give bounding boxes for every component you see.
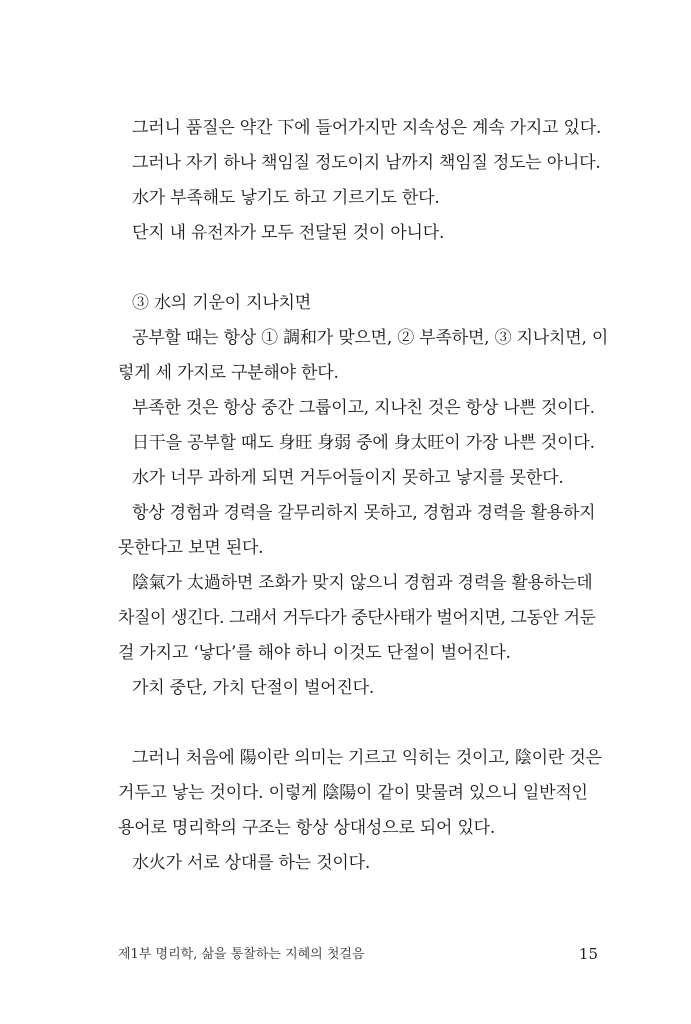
text-line: 부족한 것은 항상 중간 그룹이고, 지나친 것은 항상 나쁜 것이다. (132, 398, 595, 418)
text-line: 거두고 낳는 것이다. 이렇게 陰陽이 같이 맞물려 있으니 일반적인 (118, 783, 588, 803)
section-heading: ③ 水의 기운이 지나치면 (132, 293, 311, 313)
text-line: 렇게 세 가지로 구분해야 한다. (118, 363, 339, 383)
text-line: 日干을 공부할 때도 身旺 身弱 중에 身太旺이 가장 나쁜 것이다. (132, 433, 595, 453)
text-line: 가치 중단, 가치 단절이 벌어진다. (132, 678, 375, 698)
text-line: 水가 너무 과하게 되면 거두어들이지 못하고 낳지를 못한다. (132, 468, 564, 488)
text-line: 공부할 때는 항상 ① 調和가 맞으면, ② 부족하면, ③ 지나치면, 이 (132, 328, 609, 348)
text-line: 陰氣가 太過하면 조화가 맞지 않으니 경험과 경력을 활용하는데 (132, 573, 593, 593)
text-line: 항상 경험과 경력을 갈무리하지 못하고, 경험과 경력을 활용하지 (132, 503, 596, 523)
text-line: 단지 내 유전자가 모두 전달된 것이 아니다. (132, 223, 445, 243)
text-line: 그러니 품질은 약간 下에 들어가지만 지속성은 계속 가지고 있다. (132, 118, 602, 138)
text-line: 水火가 서로 상대를 하는 것이다. (132, 853, 371, 873)
text-line: 못한다고 보면 된다. (118, 538, 264, 558)
text-line: 水가 부족해도 낳기도 하고 기르기도 한다. (132, 188, 440, 208)
running-footer-title: 제1부 명리학, 삶을 통찰하는 지혜의 첫걸음 (118, 947, 365, 962)
text-line: 용어로 명리학의 구조는 항상 상대성으로 되어 있다. (118, 818, 496, 838)
text-line: 차질이 생긴다. 그래서 거두다가 중단사태가 벌어지면, 그동안 거둔 (118, 608, 596, 628)
text-line: 그러나 자기 하나 책임질 정도이지 남까지 책임질 정도는 아니다. (132, 153, 601, 173)
page-number: 15 (578, 945, 598, 963)
text-line: 걸 가지고 ‘낳다’를 해야 하니 이것도 단절이 벌어진다. (118, 643, 511, 663)
text-line: 그러니 처음에 陽이란 의미는 기르고 익히는 것이고, 陰이란 것은 (132, 748, 602, 768)
